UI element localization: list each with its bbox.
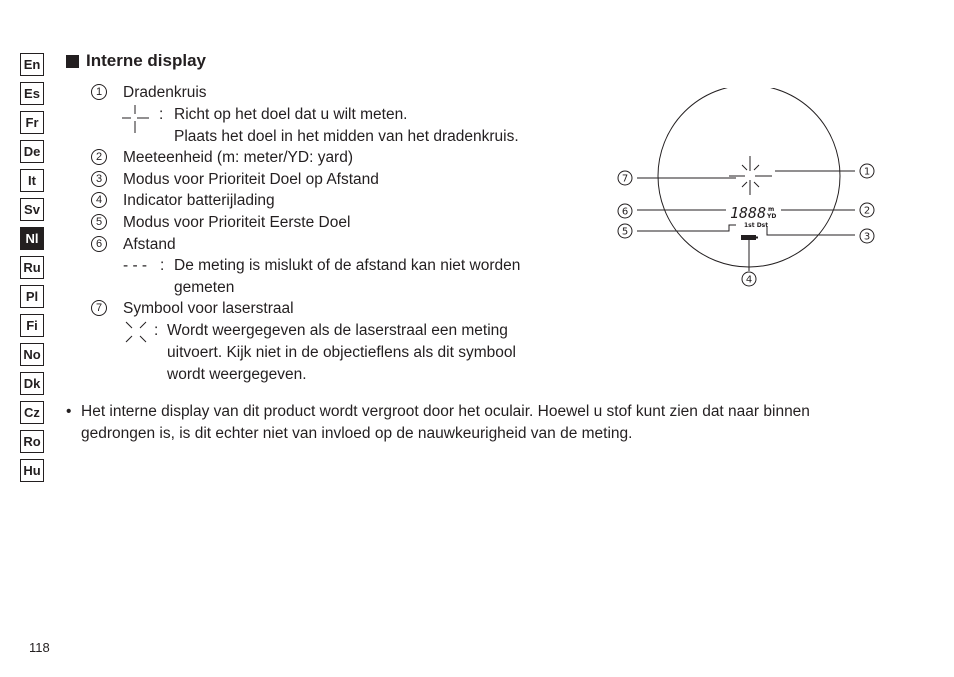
item-number-4: 4 [91, 192, 107, 208]
item-label-3: Modus voor Prioriteit Doel op Afstand [123, 171, 379, 188]
item-number-2: 2 [91, 149, 107, 165]
language-tabs [20, 53, 44, 488]
lang-tab-cz[interactable]: Cz [20, 401, 44, 424]
lang-tab-fi[interactable]: Fi [20, 314, 44, 337]
item-desc-7a: Wordt weergegeven als de laserstraal een meting [167, 322, 508, 339]
lang-tab-hu[interactable]: Hu [20, 459, 44, 482]
battery-icon [741, 235, 756, 240]
item-number-5: 5 [91, 214, 107, 230]
lang-tab-fr[interactable]: Fr [20, 111, 44, 134]
section-square-icon [66, 55, 79, 68]
item-label-7: Symbool voor laserstraal [123, 300, 294, 317]
section-title-text: Interne display [86, 51, 206, 70]
unit-yd-label: YD [767, 213, 777, 220]
display-diagram [612, 88, 884, 298]
item-number-6: 6 [91, 236, 107, 252]
laser-icon [124, 320, 148, 344]
callout-5: 5 [621, 226, 629, 238]
colon: : [159, 106, 164, 123]
lang-tab-dk[interactable]: Dk [20, 372, 44, 395]
unit-m-label: m [768, 206, 775, 213]
lang-tab-sv[interactable]: Sv [20, 198, 44, 221]
callout-4: 4 [745, 274, 753, 286]
lang-tab-nl[interactable]: Nl [20, 227, 44, 250]
reticle-crosshair-icon [729, 156, 772, 195]
item-desc-1b: Plaats het doel in het midden van het dradenkruis. [174, 128, 519, 145]
callout-3: 3 [863, 231, 871, 243]
item-label-5: Modus voor Prioriteit Eerste Doel [123, 214, 351, 231]
item-number-3: 3 [91, 171, 107, 187]
crosshair-icon [121, 104, 151, 134]
item-label-6: Afstand [123, 236, 176, 253]
item-desc-7b: uitvoert. Kijk niet in de objectieflens als dit symbool [167, 344, 516, 361]
lang-tab-ru[interactable]: Ru [20, 256, 44, 279]
section-title [66, 51, 206, 71]
item-label-1: Dradenkruis [123, 84, 207, 101]
item-desc-6b: gemeten [174, 279, 235, 296]
page-number: 118 [29, 640, 50, 655]
lang-tab-de[interactable]: De [20, 140, 44, 163]
lang-tab-ro[interactable]: Ro [20, 430, 44, 453]
lang-tab-es[interactable]: Es [20, 82, 44, 105]
colon: : [160, 257, 165, 274]
lang-tab-no[interactable]: No [20, 343, 44, 366]
item-desc-7c: wordt weergegeven. [167, 366, 307, 383]
item-desc-1a: Richt op het doel dat u wilt meten. [174, 106, 408, 123]
note-bullet: • [66, 403, 72, 420]
item-label-4: Indicator batterijlading [123, 192, 275, 209]
distance-readout: 1888 [730, 204, 767, 222]
first-target-label: 1st Dst [744, 222, 769, 229]
lang-tab-pl[interactable]: Pl [20, 285, 44, 308]
error-dashes-symbol: - - - [123, 257, 148, 274]
note-text: Het interne display van dit product wordt vergroot door het oculair. Hoewel u stof kunt zien dat naar binnen gedrongen is, is dit echter niet van invloed op de nauwkeurigheid van de meting. [81, 403, 810, 442]
lang-tab-it[interactable]: It [20, 169, 44, 192]
callout-1: 1 [863, 166, 871, 178]
item-desc-6a: De meting is mislukt of de afstand kan niet worden [174, 257, 521, 274]
callout-7: 7 [621, 173, 629, 185]
callout-6: 6 [621, 206, 629, 218]
colon: : [154, 322, 159, 339]
item-number-7: 7 [91, 300, 107, 316]
lang-tab-en[interactable]: En [20, 53, 44, 76]
item-number-1: 1 [91, 84, 107, 100]
callout-2: 2 [863, 205, 871, 217]
item-label-2: Meeteenheid (m: meter/YD: yard) [123, 149, 354, 166]
